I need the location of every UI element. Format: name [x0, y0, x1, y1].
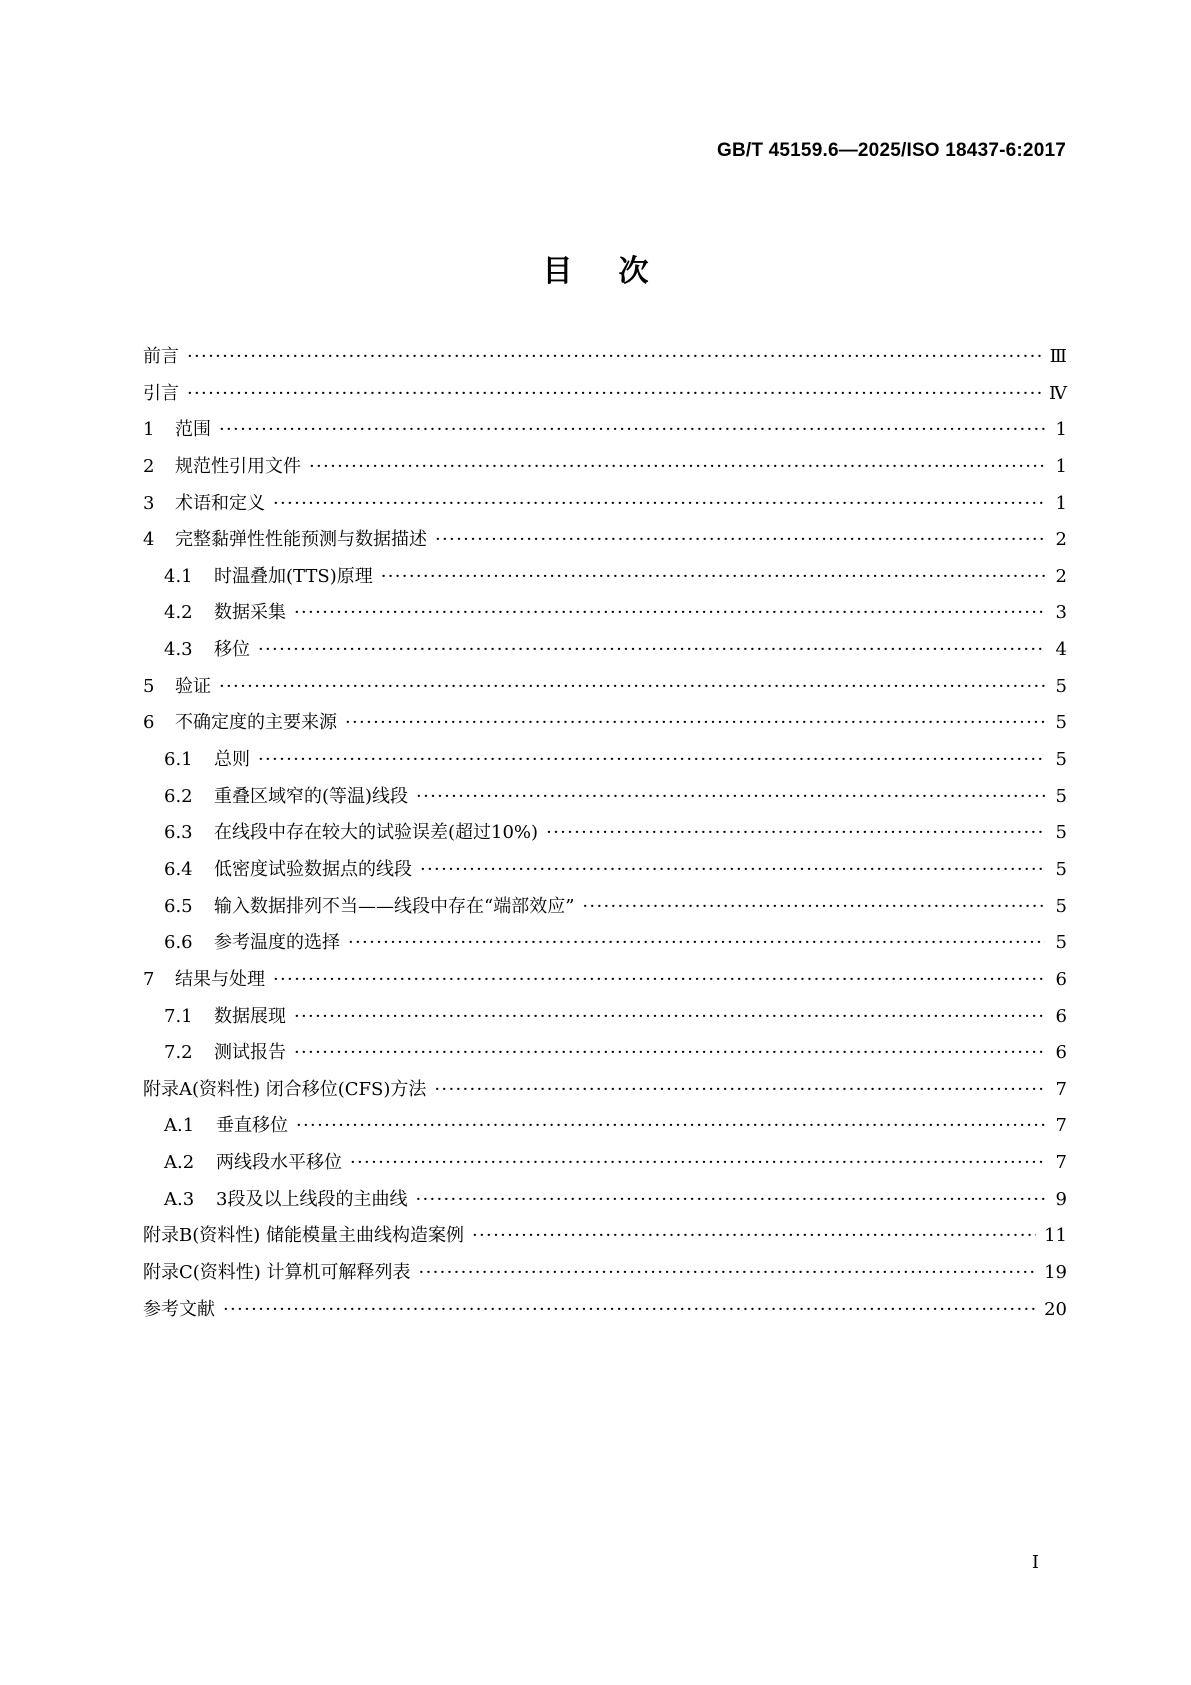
toc-entry-label: 移位 [214, 639, 250, 661]
toc-entry[interactable] [143, 635, 1067, 672]
toc-entry[interactable] [143, 965, 1067, 1002]
toc-entry-label: 不确定度的主要来源 [175, 712, 337, 734]
page-folio: I [1031, 1552, 1039, 1573]
toc-entry[interactable] [143, 782, 1067, 819]
page-title: 目次 [542, 254, 695, 289]
toc-entry-page: 6 [1055, 1042, 1067, 1064]
toc-entry-page: 5 [1055, 785, 1067, 807]
toc-entry-page: 11 [1044, 1225, 1067, 1247]
dot-leader [350, 1152, 1045, 1173]
toc-entry-label: 在线段中存在较大的试验误差(超过10%) [214, 822, 539, 844]
dot-leader [258, 639, 1045, 660]
dot-leader [435, 529, 1045, 550]
toc-entry-label: 规范性引用文件 [175, 455, 301, 477]
toc-entry-page: 5 [1055, 675, 1067, 697]
toc-entry-page: Ⅳ [1049, 382, 1067, 404]
toc-entry-page: Ⅲ [1049, 346, 1067, 367]
dot-leader [273, 493, 1045, 514]
toc-entry-label: 输入数据排列不当——线段中存在“端部效应” [214, 895, 575, 917]
toc-entry[interactable] [143, 1258, 1067, 1295]
toc-entry-number: 2 [143, 455, 155, 477]
toc-entry-label: 测试报告 [214, 1042, 286, 1064]
toc-entry-page: 5 [1055, 895, 1067, 917]
toc-entry-number: A.2 [164, 1152, 195, 1174]
toc-entry-number: 7.2 [164, 1042, 193, 1064]
toc-entry-number: 7 [143, 968, 155, 990]
toc-entry-label: 范围 [175, 419, 211, 441]
dot-leader [294, 1006, 1045, 1027]
table-of-contents [143, 342, 1067, 1331]
toc-entry-label: 重叠区域窄的(等温)线段 [214, 785, 409, 807]
toc-entry-page: 9 [1055, 1188, 1067, 1210]
dot-leader [546, 822, 1045, 843]
toc-entry-label: 验证 [175, 675, 211, 697]
toc-entry[interactable] [143, 855, 1067, 892]
toc-entry[interactable] [143, 708, 1067, 745]
toc-entry-number: 4.3 [164, 639, 193, 661]
toc-entry-number: 6.4 [164, 858, 193, 880]
toc-entry-page: 5 [1055, 822, 1067, 844]
dot-leader [187, 383, 1041, 404]
toc-entry-label: 结果与处理 [175, 968, 265, 990]
toc-entry[interactable] [143, 745, 1067, 782]
toc-entry-label: 时温叠加(TTS)原理 [214, 565, 373, 587]
dot-leader [219, 419, 1045, 440]
toc-entry[interactable] [143, 342, 1067, 379]
toc-entry-label: 3段及以上线段的主曲线 [216, 1188, 408, 1210]
toc-entry-number: 6.6 [164, 932, 193, 954]
toc-entry-number: 4 [143, 529, 155, 551]
dot-leader [420, 859, 1045, 880]
toc-entry-label: 数据展现 [214, 1005, 286, 1027]
toc-entry[interactable] [143, 415, 1067, 452]
toc-entry-page: 4 [1055, 639, 1067, 661]
dot-leader [345, 712, 1045, 733]
dot-leader [416, 786, 1045, 807]
toc-entry-label: 数据采集 [214, 602, 286, 624]
toc-entry[interactable] [143, 1111, 1067, 1148]
toc-entry-page: 20 [1044, 1298, 1067, 1320]
toc-entry[interactable] [143, 598, 1067, 635]
toc-entry[interactable] [143, 379, 1067, 416]
toc-entry[interactable] [143, 1075, 1067, 1112]
toc-entry[interactable] [143, 1148, 1067, 1185]
toc-entry[interactable] [143, 452, 1067, 489]
standard-code: GB/T 45159.6—2025/ISO 18437-6:2017 [716, 140, 1066, 161]
toc-entry-label: 低密度试验数据点的线段 [214, 858, 412, 880]
toc-entry-page: 1 [1055, 455, 1067, 477]
dot-leader [309, 456, 1045, 477]
toc-entry-label: 参考文献 [143, 1298, 215, 1320]
toc-entry-label: 总则 [214, 749, 250, 771]
toc-entry-page: 7 [1055, 1115, 1067, 1137]
toc-entry-label: 术语和定义 [175, 492, 265, 514]
toc-entry-page: 3 [1055, 602, 1067, 624]
toc-entry-label: 前言 [143, 346, 179, 367]
toc-entry[interactable] [143, 1185, 1067, 1222]
dot-leader [219, 676, 1045, 697]
toc-entry-label: 引言 [143, 382, 179, 404]
toc-entry-page: 19 [1044, 1262, 1067, 1284]
toc-entry-number: 6.2 [164, 785, 193, 807]
toc-entry-label: 附录C(资料性) 计算机可解释列表 [143, 1262, 411, 1284]
toc-entry-page: 5 [1055, 712, 1067, 734]
toc-entry-page: 6 [1055, 968, 1067, 990]
toc-entry[interactable] [143, 489, 1067, 526]
toc-entry-page: 7 [1055, 1152, 1067, 1174]
toc-entry-label: 完整黏弹性性能预测与数据描述 [175, 529, 427, 551]
toc-entry-number: 1 [143, 419, 155, 441]
toc-entry-label: 垂直移位 [216, 1115, 288, 1137]
toc-entry-page: 5 [1055, 858, 1067, 880]
dot-leader [187, 346, 1042, 367]
toc-entry[interactable] [143, 1002, 1067, 1039]
toc-entry-page: 2 [1055, 529, 1067, 551]
dot-leader [582, 896, 1045, 917]
toc-entry[interactable] [143, 928, 1067, 965]
toc-entry-number: 3 [143, 492, 155, 514]
toc-entry-number: 6.3 [164, 822, 193, 844]
toc-entry[interactable] [143, 562, 1067, 599]
toc-entry[interactable] [143, 1038, 1067, 1075]
toc-entry[interactable] [143, 892, 1067, 929]
dot-leader [472, 1225, 1036, 1246]
toc-entry-label: 附录A(资料性) 闭合移位(CFS)方法 [143, 1078, 427, 1100]
dot-leader [296, 1115, 1045, 1136]
dot-leader [273, 969, 1045, 990]
dot-leader [294, 1042, 1045, 1063]
toc-entry[interactable] [143, 525, 1067, 562]
toc-entry-number: 5 [143, 675, 155, 697]
toc-entry-page: 5 [1055, 749, 1067, 771]
toc-entry[interactable] [143, 1295, 1067, 1332]
toc-entry-number: 6 [143, 712, 155, 734]
toc-entry-number: 6.1 [164, 749, 193, 771]
dot-leader [419, 1262, 1037, 1283]
toc-entry-page: 7 [1055, 1078, 1067, 1100]
toc-entry[interactable] [143, 818, 1067, 855]
toc-entry-page: 5 [1055, 932, 1067, 954]
toc-entry-number: 7.1 [164, 1005, 193, 1027]
toc-entry-number: 4.2 [164, 602, 193, 624]
dot-leader [294, 602, 1045, 623]
toc-entry-number: A.3 [164, 1188, 195, 1210]
dot-leader [348, 932, 1045, 953]
dot-leader [258, 749, 1045, 770]
dot-leader [415, 1189, 1045, 1210]
toc-entry-number: 4.1 [164, 565, 193, 587]
toc-entry-page: 1 [1055, 419, 1067, 441]
toc-entry-number: 6.5 [164, 895, 193, 917]
toc-entry-label: 参考温度的选择 [214, 932, 340, 954]
toc-entry-page: 1 [1055, 492, 1067, 514]
toc-entry[interactable] [143, 672, 1067, 709]
dot-leader [434, 1079, 1045, 1100]
toc-entry-page: 6 [1055, 1005, 1067, 1027]
dot-leader [381, 566, 1045, 587]
toc-entry-number: A.1 [164, 1115, 195, 1137]
toc-entry-label: 附录B(资料性) 储能模量主曲线构造案例 [143, 1225, 464, 1247]
toc-entry[interactable] [143, 1221, 1067, 1258]
dot-leader [223, 1299, 1036, 1320]
toc-entry-page: 2 [1055, 565, 1067, 587]
toc-entry-label: 两线段水平移位 [216, 1152, 342, 1174]
